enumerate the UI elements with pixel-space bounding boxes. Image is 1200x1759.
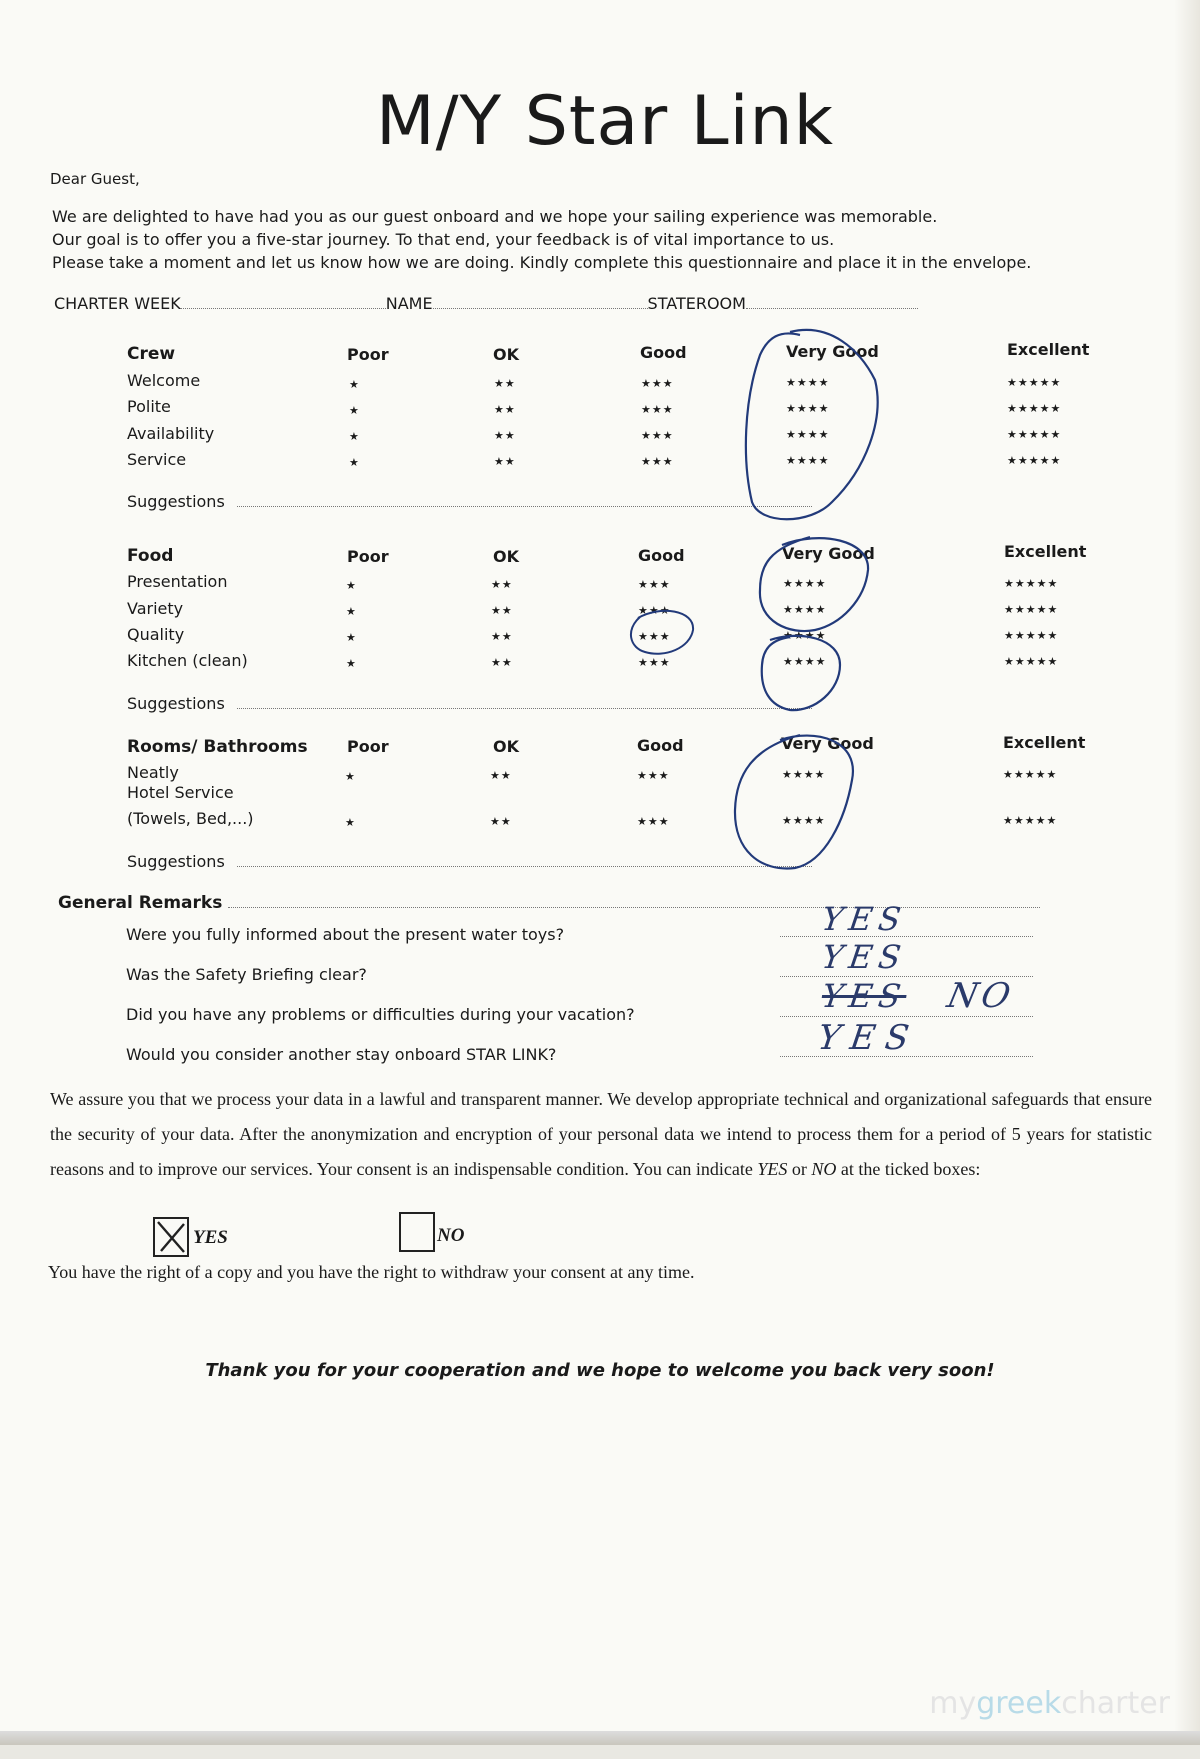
charter-week-field[interactable] [181, 296, 386, 309]
star-rating-very-good[interactable]: ★★★★ [783, 603, 827, 617]
star-rating-poor[interactable]: ★ [345, 816, 356, 829]
copy-rights-text: You have the right of a copy and you have the right to withdraw your consent at any time. [48, 1262, 695, 1282]
section-title: Rooms/ Bathrooms [127, 737, 308, 757]
intro-line: Please take a moment and let us know how we are doing. Kindly complete this questionnaire and place it in the envelope. [52, 253, 1032, 272]
rating-poor-header: Poor [347, 345, 389, 364]
consent-no-label: NO [437, 1225, 465, 1246]
crew-item-availability: Availability [127, 424, 215, 443]
star-rating-ok[interactable]: ★★ [491, 630, 513, 644]
crew-suggestions [127, 492, 812, 511]
rating-ok-header: OK [493, 345, 519, 364]
star-rating-good[interactable]: ★★★ [638, 603, 671, 617]
handwritten-answer: NO [943, 976, 1018, 1016]
rating-ok-header: OK [493, 547, 519, 566]
watermark-post: charter [1061, 1686, 1170, 1721]
answer-line[interactable] [780, 936, 1033, 937]
crew-item-polite: Polite [127, 397, 171, 416]
question-water-toys: Were you fully informed about the present water toys? [126, 925, 565, 944]
food-suggestions [127, 694, 812, 713]
star-rating-very-good[interactable]: ★★★★ [786, 454, 830, 468]
general-remarks-label: General Remarks [58, 893, 1040, 913]
consent-no-checkbox[interactable] [399, 1212, 435, 1252]
charter-week-label: CHARTER WEEK [54, 294, 181, 313]
star-rating-ok[interactable]: ★★ [494, 429, 516, 443]
handwritten-answer: YES [819, 938, 910, 976]
star-rating-poor[interactable]: ★ [346, 579, 357, 592]
handwritten-answer: YES [819, 900, 910, 938]
star-rating-very-good[interactable]: ★★★★ [786, 376, 830, 390]
rating-very-good-header: Very Good [786, 342, 879, 361]
star-rating-very-good[interactable]: ★★★★ [782, 814, 826, 828]
legal-tail: at the ticked boxes: [840, 1159, 981, 1179]
food-item-kitchen: Kitchen (clean) [127, 651, 248, 670]
star-rating-good[interactable]: ★★★ [641, 428, 674, 442]
handwritten-answer: YES [815, 1018, 922, 1058]
star-rating-very-good[interactable]: ★★★★ [782, 768, 826, 782]
star-rating-ok[interactable]: ★★ [491, 604, 513, 618]
star-rating-poor[interactable]: ★ [349, 404, 360, 417]
check-x-icon [155, 1219, 187, 1255]
stateroom-label: STATEROOM [647, 294, 746, 313]
rating-good-header: Good [637, 736, 684, 755]
rating-poor-header: Poor [347, 547, 389, 566]
intro-line: Our goal is to offer you a five-star journey. To that end, your feedback is of vital importance to us. [52, 230, 835, 249]
legal-or-word: or [791, 1159, 807, 1179]
consent-yes-checkbox[interactable] [153, 1217, 189, 1257]
legal-yes-word: YES [757, 1159, 788, 1179]
handwritten-answer-struck: YES [819, 977, 910, 1015]
name-label: NAME [385, 294, 433, 313]
circle-rooms-very-good [735, 735, 853, 868]
watermark-brand: greek [976, 1686, 1062, 1721]
star-rating-poor[interactable]: ★ [346, 631, 357, 644]
answer-line[interactable] [780, 1016, 1033, 1017]
star-rating-good[interactable]: ★★★ [638, 655, 671, 669]
rating-excellent-header: Excellent [1007, 340, 1090, 359]
rooms-item-neatly: Neatly [127, 763, 179, 782]
intro-text [52, 205, 1031, 274]
star-rating-poor[interactable]: ★ [345, 770, 356, 783]
star-rating-excellent[interactable]: ★★★★★ [1007, 401, 1062, 415]
section-title: Food [127, 546, 174, 566]
star-rating-good[interactable]: ★★★ [637, 768, 670, 782]
question-problems: Did you have any problems or difficulties during your vacation? [126, 1005, 635, 1024]
star-rating-excellent[interactable]: ★★★★★ [1004, 628, 1059, 642]
rating-good-header: Good [640, 343, 687, 362]
rating-very-good-header: Very Good [782, 544, 875, 563]
star-rating-excellent[interactable]: ★★★★★ [1007, 427, 1062, 441]
legal-paragraph: We assure you that we process your data in a lawful and transparent manner. We develop appropriate technical and organizational safeguards that ensure the security of your data. After the anonymization and encryption of your personal data we intend to process them for a period of 5 years for statistic reasons and to improve our services. Your consent is an indispensable condition. You can indicate [50, 1089, 1152, 1179]
rating-poor-header: Poor [347, 737, 389, 756]
intro-line: We are delighted to have had you as our guest onboard and we hope your sailing experience was memorable. [52, 207, 938, 226]
star-rating-ok[interactable]: ★★ [494, 377, 516, 391]
star-rating-poor[interactable]: ★ [349, 456, 360, 469]
star-rating-excellent[interactable]: ★★★★★ [1003, 767, 1058, 781]
page-title: M/Y Star Link [375, 82, 835, 161]
food-item-presentation: Presentation [127, 572, 228, 591]
star-rating-ok[interactable]: ★★ [494, 403, 516, 417]
star-rating-ok[interactable]: ★★ [494, 455, 516, 469]
rating-excellent-header: Excellent [1003, 733, 1086, 752]
star-rating-ok[interactable]: ★★ [491, 578, 513, 592]
food-item-quality: Quality [127, 625, 185, 644]
star-rating-excellent[interactable]: ★★★★★ [1007, 375, 1062, 389]
name-field[interactable] [433, 296, 648, 309]
star-rating-poor[interactable]: ★ [346, 605, 357, 618]
star-rating-very-good[interactable]: ★★★★ [783, 655, 827, 669]
star-rating-very-good[interactable]: ★★★★ [786, 402, 830, 416]
suggestions-field[interactable] [237, 696, 812, 709]
star-rating-ok[interactable]: ★★ [490, 815, 512, 829]
rating-ok-header: OK [493, 737, 519, 756]
star-rating-poor[interactable]: ★ [349, 378, 360, 391]
rooms-suggestions [127, 852, 812, 871]
star-rating-very-good[interactable]: ★★★★ [786, 428, 830, 442]
watermark [929, 1686, 1170, 1721]
star-rating-good[interactable]: ★★★ [641, 376, 674, 390]
rating-good-header: Good [638, 546, 685, 565]
greeting: Dear Guest, [50, 170, 140, 188]
question-safety-briefing: Was the Safety Briefing clear? [126, 965, 367, 984]
rooms-item-hotel-service: Hotel Service [127, 783, 234, 802]
star-rating-very-good[interactable]: ★★★★ [783, 629, 827, 643]
star-rating-ok[interactable]: ★★ [490, 769, 512, 783]
suggestions-label: Suggestions [127, 492, 225, 511]
question-another-stay: Would you consider another stay onboard STAR LINK? [126, 1045, 557, 1064]
star-rating-poor[interactable]: ★ [349, 430, 360, 443]
rating-very-good-header: Very Good [781, 734, 874, 753]
watermark-pre: my [929, 1686, 977, 1721]
paper-edge [1174, 0, 1200, 1745]
suggestions-field[interactable] [237, 854, 812, 867]
star-rating-good[interactable]: ★★★ [641, 402, 674, 416]
star-rating-very-good[interactable]: ★★★★ [783, 577, 827, 591]
suggestions-field[interactable] [237, 494, 812, 507]
general-remarks-field[interactable] [228, 895, 1040, 908]
rating-excellent-header: Excellent [1004, 542, 1087, 561]
star-rating-excellent[interactable]: ★★★★★ [1003, 813, 1058, 827]
star-rating-excellent[interactable]: ★★★★★ [1004, 576, 1059, 590]
section-title: Crew [127, 344, 176, 364]
consent-yes-label: YES [193, 1227, 228, 1248]
legal-no-word: NO [811, 1159, 837, 1179]
thank-you-note: Thank you for your cooperation and we hope to welcome you back very soon! [205, 1360, 995, 1381]
rooms-item-towels-bed: (Towels, Bed,...) [127, 809, 254, 828]
star-rating-good[interactable]: ★★★ [641, 454, 674, 468]
crew-item-welcome: Welcome [127, 371, 201, 390]
star-rating-good[interactable]: ★★★ [637, 814, 670, 828]
star-rating-poor[interactable]: ★ [346, 657, 357, 670]
data-protection-text [50, 1082, 1152, 1187]
stateroom-field[interactable] [746, 296, 918, 309]
star-rating-excellent[interactable]: ★★★★★ [1007, 453, 1062, 467]
star-rating-good[interactable]: ★★★ [638, 629, 671, 643]
suggestions-label: Suggestions [127, 852, 225, 871]
star-rating-excellent[interactable]: ★★★★★ [1004, 602, 1059, 616]
suggestions-label: Suggestions [127, 694, 225, 713]
crew-item-service: Service [127, 450, 187, 469]
guest-fields [54, 294, 918, 313]
star-rating-good[interactable]: ★★★ [638, 577, 671, 591]
food-item-variety: Variety [127, 599, 184, 618]
star-rating-ok[interactable]: ★★ [491, 656, 513, 670]
star-rating-excellent[interactable]: ★★★★★ [1004, 654, 1059, 668]
